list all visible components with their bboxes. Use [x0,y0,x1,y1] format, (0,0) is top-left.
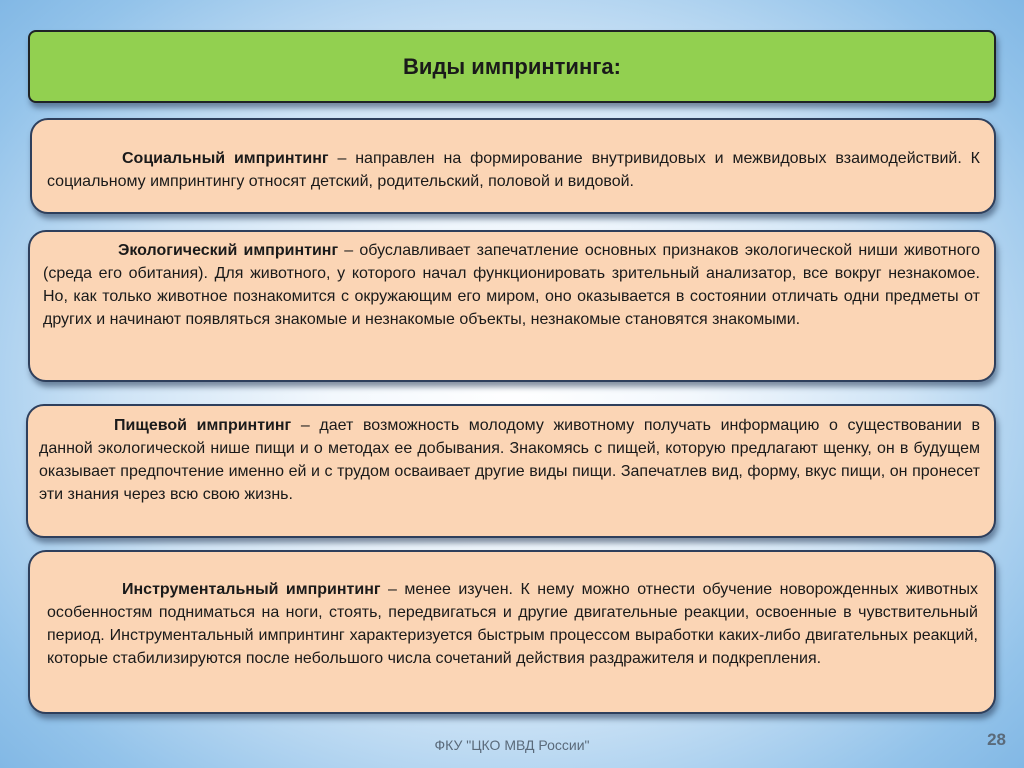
card-term: Социальный импринтинг [122,150,329,167]
food-imprinting-card [26,404,996,538]
instrumental-imprinting-card [28,550,996,714]
card-paragraph [47,578,978,670]
ecological-imprinting-card [28,230,996,382]
card-term: Инструментальный импринтинг [122,581,381,598]
title-banner [28,30,996,103]
card-term: Пищевой импринтинг [114,417,292,434]
card-text: – менее изучен. К нему можно отнести обучение новорожденных животных особенностям подниматься на ноги, стоять, передвигаться и другие двигательные реакции, освоенные в чувствительный период. Инструментальный импринтинг характеризуется быстрым процессом выработки каких-либо двигательных реакций, которые стабилизируются после небольшого числа сочетаний действия раздражителя и подкрепления. [47,581,978,667]
footer-organization: ФКУ "ЦКО МВД России" [434,737,590,753]
card-paragraph [43,239,980,331]
slide-title: Виды импринтинга: [403,53,621,79]
card-text: – обуславливает запечатление основных признаков экологической ниши животного (среда его обитания). Для животного, у которого начал функционировать зрительный анализатор, все вокруг незнакомое. Но, как только животное познакомится с окружающим его миром, оно оказывается в состоянии отличать одни предметы от других и начинают появляться знакомые и незнакомые объекты, незнакомые становятся знакомыми. [43,242,980,328]
social-imprinting-card [30,118,996,214]
card-paragraph [39,414,980,506]
card-text: – направлен на формирование внутривидовых и межвидовых взаимодействий. К социальному импринтингу относят детский, родительский, половой и видовой. [47,150,980,190]
page-number: 28 [987,730,1006,749]
card-paragraph [47,147,980,193]
card-term: Экологический импринтинг [118,242,339,259]
card-text: – дает возможность молодому животному получать информацию о существовании в данной экологической нише пищи и о методах ее добывания. Знакомясь с пищей, которую предлагают щенку, он в будущем оказывает предпочтение именно ей и с трудом осваивает другие виды пищи. Запечатлев вид, форму, вкус пищи, он пронесет эти знания через всю свою жизнь. [39,417,980,503]
